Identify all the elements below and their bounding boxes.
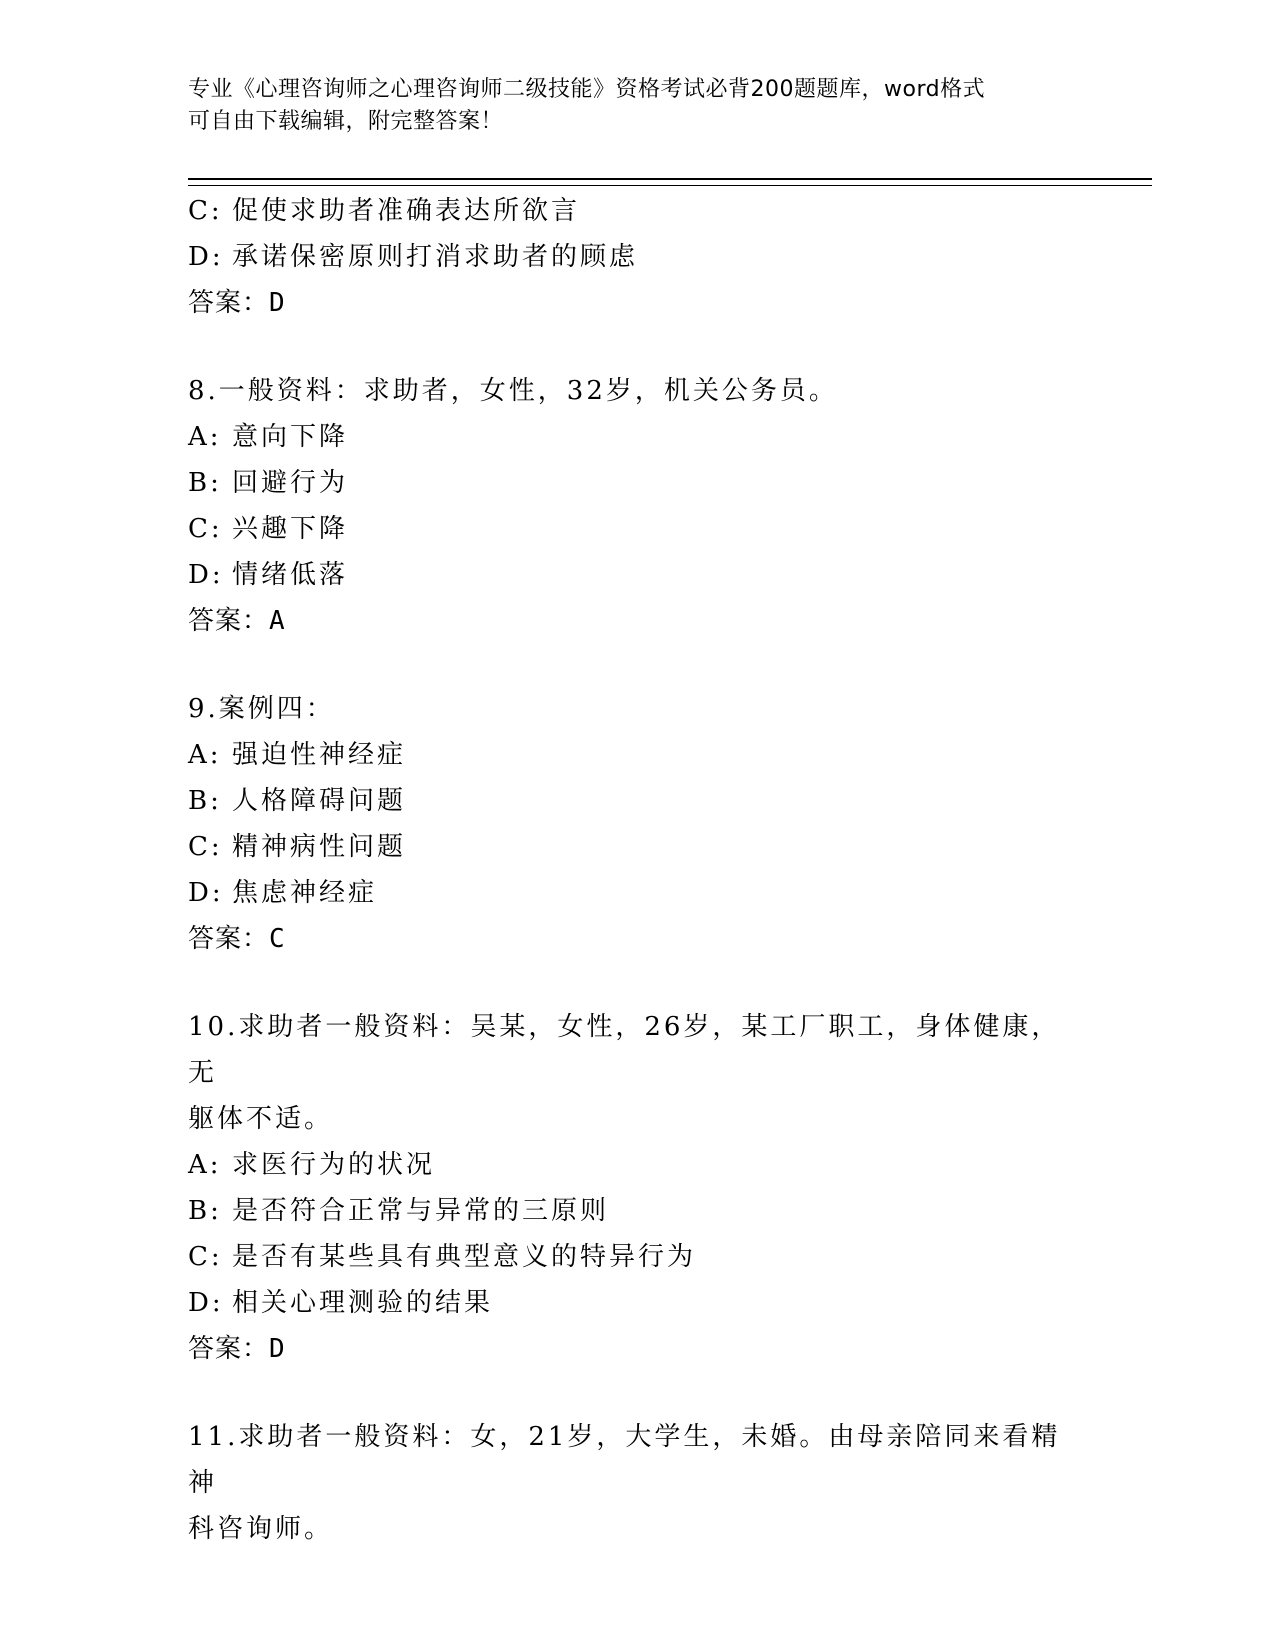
option-c: C: 促使求助者准确表达所欲言 (188, 196, 581, 226)
answer-line: 答案：A (188, 606, 286, 636)
header-line-2: 可自由下载编辑，附完整答案！ (188, 109, 504, 134)
option-a: A: 意向下降 (188, 422, 349, 452)
question-11 (188, 1414, 1088, 1552)
header-divider (188, 178, 1152, 186)
option-a: A: 求医行为的状况 (188, 1150, 436, 1180)
question-list (188, 188, 1088, 1552)
option-d: D: 承诺保密原则打消求助者的顾虑 (188, 242, 639, 272)
option-b: B: 人格障碍问题 (188, 786, 407, 816)
option-c: C: 兴趣下降 (188, 514, 349, 544)
answer-line: 答案：D (188, 288, 286, 318)
option-d: D: 焦虑神经症 (188, 878, 378, 908)
question-stem: 9.案例四： (188, 694, 335, 724)
option-b: B: 是否符合正常与异常的三原则 (188, 1196, 610, 1226)
option-d: D: 相关心理测验的结果 (188, 1288, 494, 1318)
question-stem-line-2: 科咨询师。 (188, 1514, 334, 1544)
option-b: B: 回避行为 (188, 468, 349, 498)
header-line-1: 专业《心理咨询师之心理咨询师二级技能》资格考试必背200题题库，word格式 (188, 77, 986, 102)
document-header (188, 74, 1088, 138)
question-10 (188, 1004, 1088, 1372)
option-d: D: 情绪低落 (188, 560, 349, 590)
question-stem: 8.一般资料：求助者，女性，32岁，机关公务员。 (188, 376, 838, 406)
answer-line: 答案：D (188, 1334, 286, 1364)
question-8 (188, 368, 1088, 644)
answer-line: 答案：C (188, 924, 286, 954)
question-9 (188, 686, 1088, 962)
option-c: C: 精神病性问题 (188, 832, 407, 862)
option-c: C: 是否有某些具有典型意义的特异行为 (188, 1242, 697, 1272)
option-a: A: 强迫性神经症 (188, 740, 407, 770)
question-stem-line-1: 10.求助者一般资料：吴某，女性，26岁，某工厂职工，身体健康，无 (188, 1012, 1061, 1088)
question-stem-line-2: 躯体不适。 (188, 1104, 334, 1134)
question-stem-line-1: 11.求助者一般资料：女，21岁，大学生，未婚。由母亲陪同来看精神 (188, 1422, 1061, 1498)
question-7-continuation (188, 188, 1088, 326)
